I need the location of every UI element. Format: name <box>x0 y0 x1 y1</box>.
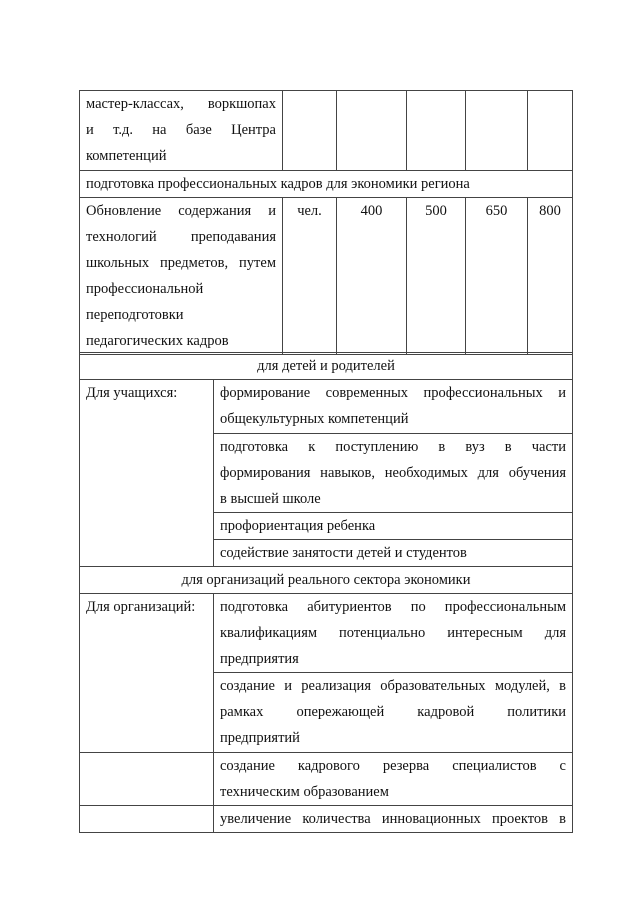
table-row <box>80 753 573 806</box>
indicator-cell <box>80 198 283 355</box>
audience-label: Для организаций: <box>80 594 214 753</box>
value-cell: 650 <box>466 198 528 355</box>
indicator-cell <box>80 91 283 171</box>
section-heading-row <box>80 171 573 198</box>
section-heading-row <box>80 353 573 380</box>
audience-label-empty <box>80 806 214 833</box>
value-cell <box>528 91 573 171</box>
text-line: общекультурных компетенций <box>220 411 409 427</box>
benefit-cell <box>214 594 573 673</box>
text-line: профессиональной <box>86 281 204 297</box>
benefit-cell <box>214 513 573 540</box>
benefit-cell <box>214 753 573 806</box>
value-cell: 400 <box>337 198 407 355</box>
benefit-cell <box>214 434 573 513</box>
section-heading: для организаций реального сектора экономики <box>80 567 573 594</box>
text-line: содействие занятости детей и студентов <box>220 545 467 561</box>
text-line: предприятия <box>220 651 299 667</box>
audiences-table <box>79 352 573 833</box>
text-line: школьных предметов, путем <box>86 255 276 271</box>
text-line: рамках опережающей кадровой политики <box>220 704 566 720</box>
text-line: Обновление содержания и <box>86 203 276 219</box>
table-row <box>80 198 573 355</box>
value-cell <box>466 91 528 171</box>
value-cell <box>407 91 466 171</box>
text-line: педагогических кадров <box>86 333 229 349</box>
text-line: создание и реализация образовательных модулей, в <box>220 678 566 694</box>
text-line: формирование современных профессиональных и <box>220 385 566 401</box>
table-row <box>80 594 573 673</box>
text-line: техническим образованием <box>220 784 389 800</box>
unit-cell <box>283 91 337 171</box>
unit-cell: чел. <box>283 198 337 355</box>
section-heading-row <box>80 567 573 594</box>
indicators-table <box>79 90 573 355</box>
table-row <box>80 91 573 171</box>
value-cell: 500 <box>407 198 466 355</box>
table-row <box>80 806 573 833</box>
text-line: мастер-классах, воркшопах <box>86 96 276 112</box>
text-line: технологий преподавания <box>86 229 276 245</box>
text-line: и т.д. на базе Центра <box>86 122 276 138</box>
text-line: профориентация ребенка <box>220 518 376 534</box>
text-line: в высшей школе <box>220 491 321 507</box>
text-line: переподготовки <box>86 307 184 323</box>
text-line: формирования навыков, необходимых для обучения <box>220 465 566 481</box>
benefit-cell <box>214 806 573 833</box>
text-line: квалификациям потенциально интересным для <box>220 625 566 641</box>
benefit-cell <box>214 380 573 434</box>
benefit-cell <box>214 673 573 753</box>
text-line: увеличение количества инновационных проектов в <box>220 811 566 827</box>
value-cell <box>337 91 407 171</box>
table-row <box>80 380 573 434</box>
section-heading: для детей и родителей <box>80 353 573 380</box>
audience-label-empty <box>80 753 214 806</box>
section-heading: подготовка профессиональных кадров для экономики региона <box>80 171 573 198</box>
audience-label: Для учащихся: <box>80 380 214 567</box>
text-line: создание кадрового резерва специалистов с <box>220 758 566 774</box>
benefit-cell <box>214 540 573 567</box>
text-line: подготовка абитуриентов по профессиональным <box>220 599 566 615</box>
value-cell: 800 <box>528 198 573 355</box>
text-line: предприятий <box>220 730 300 746</box>
text-line: компетенций <box>86 148 167 164</box>
text-line: подготовка к поступлению в вуз в части <box>220 439 566 455</box>
